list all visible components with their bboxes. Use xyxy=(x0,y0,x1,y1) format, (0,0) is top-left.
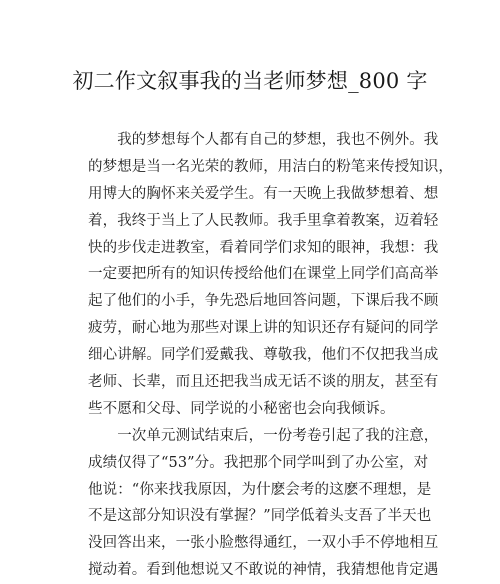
text-line: 着，我终于当上了人民教师。我手里拿着教案，迈着轻 xyxy=(88,212,439,229)
text-line: 成绩仅得了“53”分。我把那个同学叫到了办公室，对 xyxy=(88,454,429,471)
text-line: 一定要把所有的知识传授给他们在课堂上同学们高高举 xyxy=(88,266,439,283)
text-line: 些不愿和父母、同学说的小秘密也会向我倾诉。 xyxy=(88,400,395,417)
text-line: 不是这部分知识没有掌握？”同学低着头支吾了半天也 xyxy=(88,508,432,525)
text-line: 起了他们的小手，争先恐后地回答问题，下课后我不顾 xyxy=(88,293,439,310)
document-body xyxy=(88,127,453,584)
text-line: 没回答出来，一张小脸憋得通红，一双小手不停地相互 xyxy=(88,535,439,552)
text-line: 细心讲解。同学们爱戴我、尊敬我，他们不仅把我当成 xyxy=(88,347,439,364)
paragraph-2 xyxy=(88,423,439,584)
text-line: 用博大的胸怀来关爱学生。有一天晚上我做梦想着、想 xyxy=(88,185,439,202)
document-title: 初二作文叙事我的当老师梦想_800 字 xyxy=(72,69,428,93)
text-line: 我的梦想每个人都有自己的梦想，我也不例外。我 xyxy=(88,132,439,148)
text-line: 的梦想是当一名光荣的教师，用洁白的粉笔来传授知识， xyxy=(88,158,453,175)
text-line: 他说：“你来找我原因，为什麽会考的这麽不理想，是 xyxy=(88,481,432,498)
paragraph-1 xyxy=(88,127,453,423)
text-line: 一次单元测试结束后，一份考卷引起了我的注意， xyxy=(88,427,439,444)
text-line: 老师、长辈，而且还把我当成无话不谈的朋友，甚至有 xyxy=(88,374,439,391)
text-line: 疲劳，耐心地为那些对课上讲的知识还存有疑问的同学 xyxy=(88,320,439,337)
text-line: 快的步伐走进教室，看着同学们求知的眼神，我想：我 xyxy=(88,239,439,256)
text-line: 搅动着。看到他想说又不敢说的神情，我猜想他肯定遇 xyxy=(88,562,439,579)
